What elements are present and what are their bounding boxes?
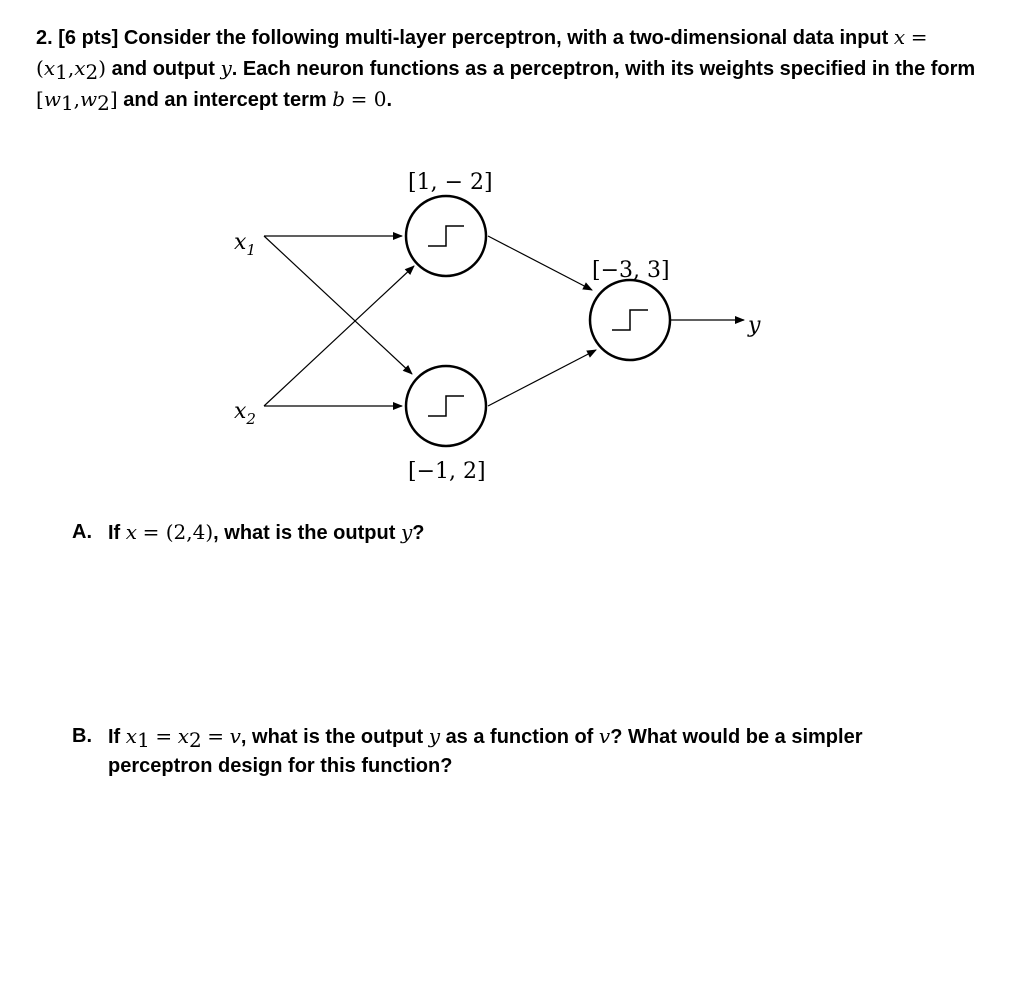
part-a-letter: A.	[72, 521, 92, 543]
edge-x2-to-top	[264, 266, 414, 406]
edge-x1-to-bottom	[264, 236, 412, 374]
math-w1-sub: 1	[60, 91, 74, 115]
math-w2: w	[80, 87, 98, 111]
output-weights: [−3, 3]	[592, 258, 670, 283]
part-b-math-eq2: =	[207, 724, 225, 748]
part-b	[72, 722, 972, 781]
part-b-text-4: ? What would be a simpler perceptron design for this function?	[108, 726, 863, 777]
part-a-math-eq: = (2,4)	[142, 520, 214, 544]
part-a-body	[108, 518, 424, 548]
math-w-comma: ,	[73, 87, 81, 111]
part-b-letter: B.	[72, 725, 92, 747]
question-text-2: and output	[111, 58, 215, 80]
part-b-math-x1: x	[125, 724, 138, 748]
edge-top-to-output	[488, 236, 592, 290]
math-eq: =	[910, 25, 928, 49]
question-text-1: Consider the following multi-layer perceptron, with a two-dimensional data input	[123, 27, 889, 49]
part-a-text-2: , what is the output	[213, 522, 396, 544]
math-y: y	[220, 56, 232, 80]
hidden-bottom-weights: [−1, 2]	[408, 459, 486, 484]
input-x1-label: $x_1$	[234, 230, 256, 259]
part-b-math-y: y	[428, 724, 440, 748]
part-b-math-eq1: =	[155, 724, 173, 748]
part-b-text-3: as a function of	[445, 726, 594, 748]
hidden-neuron-bottom	[406, 366, 486, 446]
math-x1-sub: 1	[55, 60, 68, 84]
math-x1: x	[43, 56, 56, 80]
math-comma: ,	[67, 56, 75, 80]
part-b-math-x2: x	[177, 724, 189, 748]
math-x2-sub: 2	[85, 60, 99, 84]
part-b-body	[108, 722, 972, 781]
output-y-label: y	[748, 313, 761, 338]
math-x2: x	[74, 56, 86, 80]
math-b-eq: = 0	[350, 87, 387, 111]
math-w-close: ]	[109, 87, 118, 111]
output-neuron	[590, 280, 670, 360]
hidden-neuron-top	[406, 196, 486, 276]
math-b: b	[332, 87, 346, 111]
math-close-paren: )	[98, 56, 107, 80]
part-a-math-x: x	[125, 520, 138, 544]
part-b-math-x2-sub: 2	[188, 728, 202, 752]
math-w1: w	[43, 87, 61, 111]
question-number: 2.	[36, 27, 53, 49]
hidden-top-weights: [1, − 2]	[408, 170, 493, 195]
input-x2-label: $x_2$	[234, 399, 256, 428]
part-a-math-y: y	[400, 520, 413, 544]
question-points: [6 pts]	[58, 27, 119, 49]
edge-bottom-to-output	[488, 350, 596, 406]
math-x: x	[893, 25, 906, 49]
question-period: .	[386, 89, 392, 111]
math-w-open: [	[36, 87, 44, 111]
math-open-paren: (	[36, 56, 44, 80]
part-b-math-x1-sub: 1	[137, 728, 150, 752]
part-a-text-3: ?	[412, 522, 425, 544]
question-text-3: . Each neuron functions as a perceptron, with its weights specified in the form	[231, 58, 976, 80]
part-b-math-v: v	[229, 724, 241, 748]
part-a	[72, 518, 424, 548]
part-b-text-2: , what is the output	[240, 726, 424, 748]
part-a-text-1: If	[108, 522, 121, 544]
part-b-text-1: If	[108, 726, 121, 748]
question-text-4: and an intercept term	[123, 89, 327, 111]
part-b-math-v2: v	[598, 724, 611, 748]
math-w2-sub: 2	[97, 91, 110, 115]
